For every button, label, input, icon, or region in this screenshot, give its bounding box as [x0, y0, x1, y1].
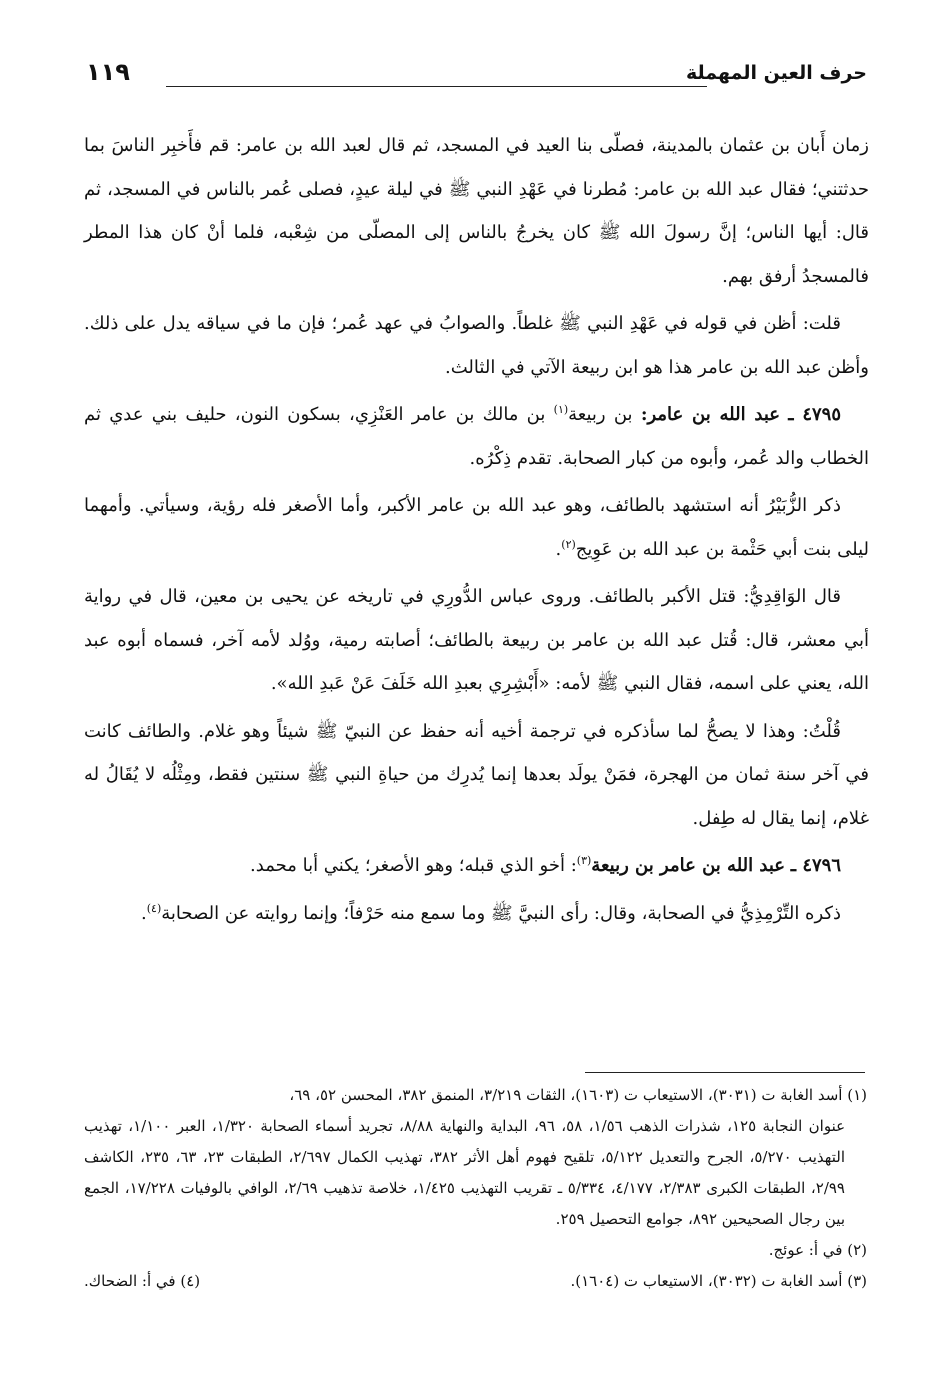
footnote-ref: (٣) [576, 854, 592, 867]
entry-number: ٤٧٩٥ ـ [788, 404, 841, 425]
running-header [86, 58, 867, 102]
entry-name: عبد الله بن عامر بن ربيعة [591, 855, 786, 876]
entry-number: ٤٧٩٦ ـ [790, 855, 841, 876]
entry-text: : أخو الذي قبله؛ وهو الأصغر؛ يكني أبا محمد. [250, 855, 577, 876]
footnote-ref: (٢) [561, 537, 576, 551]
paragraph [84, 484, 869, 571]
entry-4796 [84, 844, 869, 888]
paragraph: زمان أَبان بن عثمان بالمدينة، فصلّى بنا العيد في المسجد، ثم قال لعبد الله بن عامر: قم فأَخبِر الناسَ بما حدثتني؛ فقال عبد الله بن عامر: مُطرنا في عَهْدِ النبي ﷺ في ليلة عيدٍ، فصلى عُمر بالناس في المسجد، ثم قال: أيها الناس؛ إنَّ رسولَ الله ﷺ كان يخرجُ بالناس إلى المصلّى من شِعْبه، فلما أنْ كان هذا المطر فالمسجدُ أرفق بهم. [84, 135, 869, 287]
page-number: ١١٩ [86, 58, 130, 86]
footnote-2: (٢) في أ: عوئج. [768, 1241, 867, 1259]
paragraph-end: . [141, 902, 147, 924]
header-rule [166, 86, 707, 87]
paragraph: قُلْتُ: وهذا لا يصحُّ لما سأذكره في ترجمة أخيه أنه حفظ عن النبيّ ﷺ شيئاً وهو غلام. والطائف كانت في آخر سنة ثمان من الهجرة، فمَنْ يولَد بعدها إنما يُدرِك من حياةِ النبي ﷺ سنتين فقط، ومِثْلُه لا يُقَالُ له غلام، إنما يقال له طِفل. [84, 720, 869, 829]
paragraph: قال الوَاقِدِيُّ: قتل الأكبر بالطائف. وروى عباس الدُّورِي في تاريخه عن يحيى بن معين، قال في رواية أبي معشر، قال: قُتل عبد الله بن عامر بن ربيعة بالطائف؛ أصابته رمية، ووُلد لأمه آخر، فسماه أبوه عبد الله، يعني على اسمه، فقال النبي ﷺ لأمه: «أَبْشِرِي بعبدِ الله خَلَفَ عَنْ عَبدِ الله». [84, 586, 869, 694]
footnote-1: (١) أسد الغابة ت (٣٠٣١)، الاستيعاب ت (١٦٠٣)، الثقات ٣/٢١٩، المنمق ٣٨٢، المحسن ٥٢، ٦٩، [289, 1086, 867, 1104]
entry-text: بن ربيعة [568, 404, 633, 425]
footnote-ref: (٤) [146, 901, 162, 915]
paragraph-text: ذكره التِّرْمِذِيُّ في الصحابة، وقال: رأى النبيَّ ﷺ وما سمع منه حَرْفاً؛ وإنما روايته عن الصحابة [161, 902, 841, 924]
footnote-3: (٣) أسد الغابة ت (٣٠٣٢)، الاستيعاب ت (١٦٠٤). [570, 1272, 867, 1290]
footnote-ref: (١) [553, 403, 569, 416]
footnotes [84, 1080, 867, 1297]
paragraph-text: ذكر الزُّبَيْرُ أنه استشهد بالطائف، وهو عبد الله بن عامر الأكبر، وأما الأصغر فله رؤية، وسيأتي. وأمهما ليلى بنت أبي حَثْمة بن عبد الله بن عَوِيج [84, 495, 869, 560]
footnote-rule [585, 1072, 865, 1073]
main-text [84, 124, 869, 939]
paragraph: قلت: أظن في قوله في عَهْدِ النبي ﷺ غلطاً. والصوابُ في عهد عُمر؛ فإن ما في سياقه يدل على ذلك. وأظن عبد الله بن عامر هذا هو ابن ربيعة الآتي في الثالث. [84, 313, 869, 378]
footnote-row [84, 1266, 867, 1297]
footnote-4: (٤) في أ: الضحاك. [84, 1272, 201, 1290]
entry-name: عبد الله بن عامر: [640, 404, 781, 425]
chapter-title: حرف العين المهملة [686, 62, 867, 84]
entry-4795 [84, 393, 869, 480]
paragraph-end: . [555, 538, 562, 560]
entry-text: بن مالك بن عامر العَنْزِي، بسكون النون، حليف بني عدي ثم الخطاب والد عُمر، وأبوه من كبار الصحابة. تقدم ذِكْرُه. [84, 404, 869, 469]
footnote-1-continued: عنوان النجابة ١٢٥، شذرات الذهب ١/٥٦، ٥٨، ٩٦، البداية والنهاية ٨/٨٨، تجريد أسماء الصحابة ١/٣٢٠، العبر ١/١٠٠، تهذيب التهذيب ٥/٢٧٠، الجرح والتعديل ٥/١٢٢، تلقيح فهوم أهل الأثر ٣٨٢، تهذيب الكمال ٢/٦٩٧، الطبقات ٢٣، ٦٣، ٢٣٥، الكاشف ٢/٩٩، الطبقات الكبرى ٢/٣٨٣، ٤/١٧٧، ٥/٣٣٤ ـ تقريب التهذيب ١/٤٢٥، خلاصة تذهيب ٢/٦٩، الوافي بالوفيات ١٧/٢٢٨، الجمع بين رجال الصحيحين ٨٩٢، جوامع التحصيل ٢٥٩. [84, 1117, 846, 1228]
paragraph [84, 892, 869, 936]
